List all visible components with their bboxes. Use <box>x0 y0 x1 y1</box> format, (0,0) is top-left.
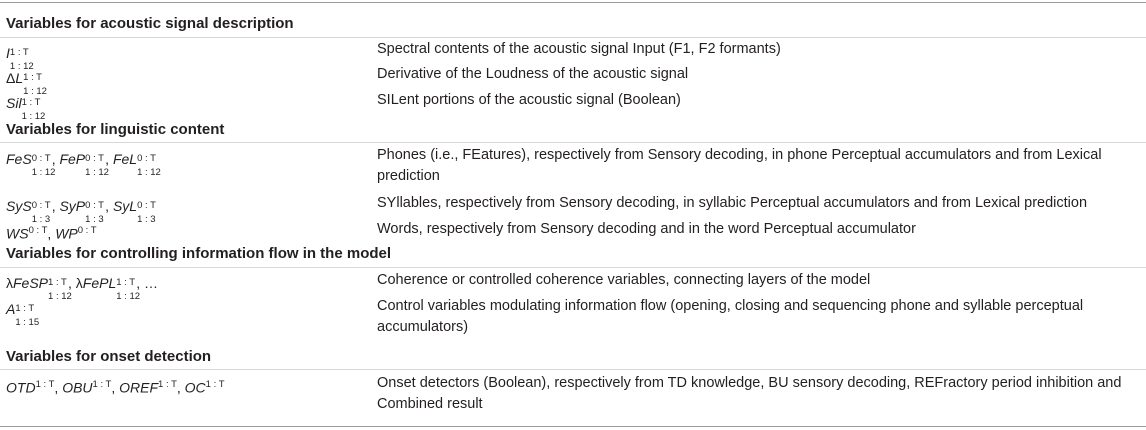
symbol-onset: $OTD^{1 : T}$, $OBU^{1 : T}$, $OREF^{1 : T}$, $OC^{1 : T}$ <box>6 379 225 396</box>
description-syllables: SYllables, respectively from Sensory decoding, in syllabic Perceptual accumulators and from Lexical prediction <box>377 195 1088 211</box>
section-title-onset: Variables for onset detection <box>6 348 212 365</box>
table-bottom-rule <box>0 426 1146 427</box>
description-control: Control variables modulating information flow (opening, closing and sequencing phone and syllable perceptual accumulators) <box>377 298 1084 335</box>
description-phones: Phones (i.e., FEatures), respectively from Sensory decoding, in phone Perceptual accumulators and from Lexical prediction <box>377 147 1102 184</box>
description-words: Words, respectively from Sensory decoding and in the word Perceptual accumulator <box>377 221 916 237</box>
section-divider <box>0 37 1146 38</box>
symbol-control: A 1 : T 1 : 15 <box>6 301 40 328</box>
symbol-phones: FeS 0 : T 1 : 12 , FeP 0 : T 1 : 12 , FeL 0 : T 1 : 12 <box>6 151 161 178</box>
description-onset: Onset detectors (Boolean), respectively from TD knowledge, BU sensory decoding, REFractory period inhibition and Combined result <box>377 375 1122 412</box>
symbol-words: $WS^{0 : T}$, $WP^{0 : T}$ <box>6 225 97 242</box>
section-title-control: Variables for controlling information flow in the model <box>6 245 392 262</box>
section-title-acoustic: Variables for acoustic signal description <box>6 15 294 32</box>
section-divider <box>0 142 1146 143</box>
table-top-rule <box>0 2 1146 3</box>
symbol-loudness: ΔL 1 : T 1 : 12 <box>6 70 47 97</box>
description-coherence: Coherence or controlled coherence variables, connecting layers of the model <box>377 272 871 288</box>
symbol-coherence: λFeSP 1 : T 1 : 12 , λFePL 1 : T 1 : 12 , … <box>6 275 159 302</box>
section-divider <box>0 267 1146 268</box>
section-divider <box>0 369 1146 370</box>
symbol-silent: Sil 1 : T 1 : 12 <box>6 95 46 122</box>
description-silent: SILent portions of the acoustic signal (Boolean) <box>377 92 681 108</box>
symbol-syllables: SyS 0 : T 1 : 3 , SyP 0 : T 1 : 3 , SyL 0 : T 1 : 3 <box>6 198 156 225</box>
section-title-linguistic: Variables for linguistic content <box>6 121 225 138</box>
description-input: Spectral contents of the acoustic signal Input (F1, F2 formants) <box>377 41 781 57</box>
symbol-input: I 1 : T 1 : 12 <box>6 45 34 72</box>
description-loudness: Derivative of the Loudness of the acoustic signal <box>377 66 689 82</box>
